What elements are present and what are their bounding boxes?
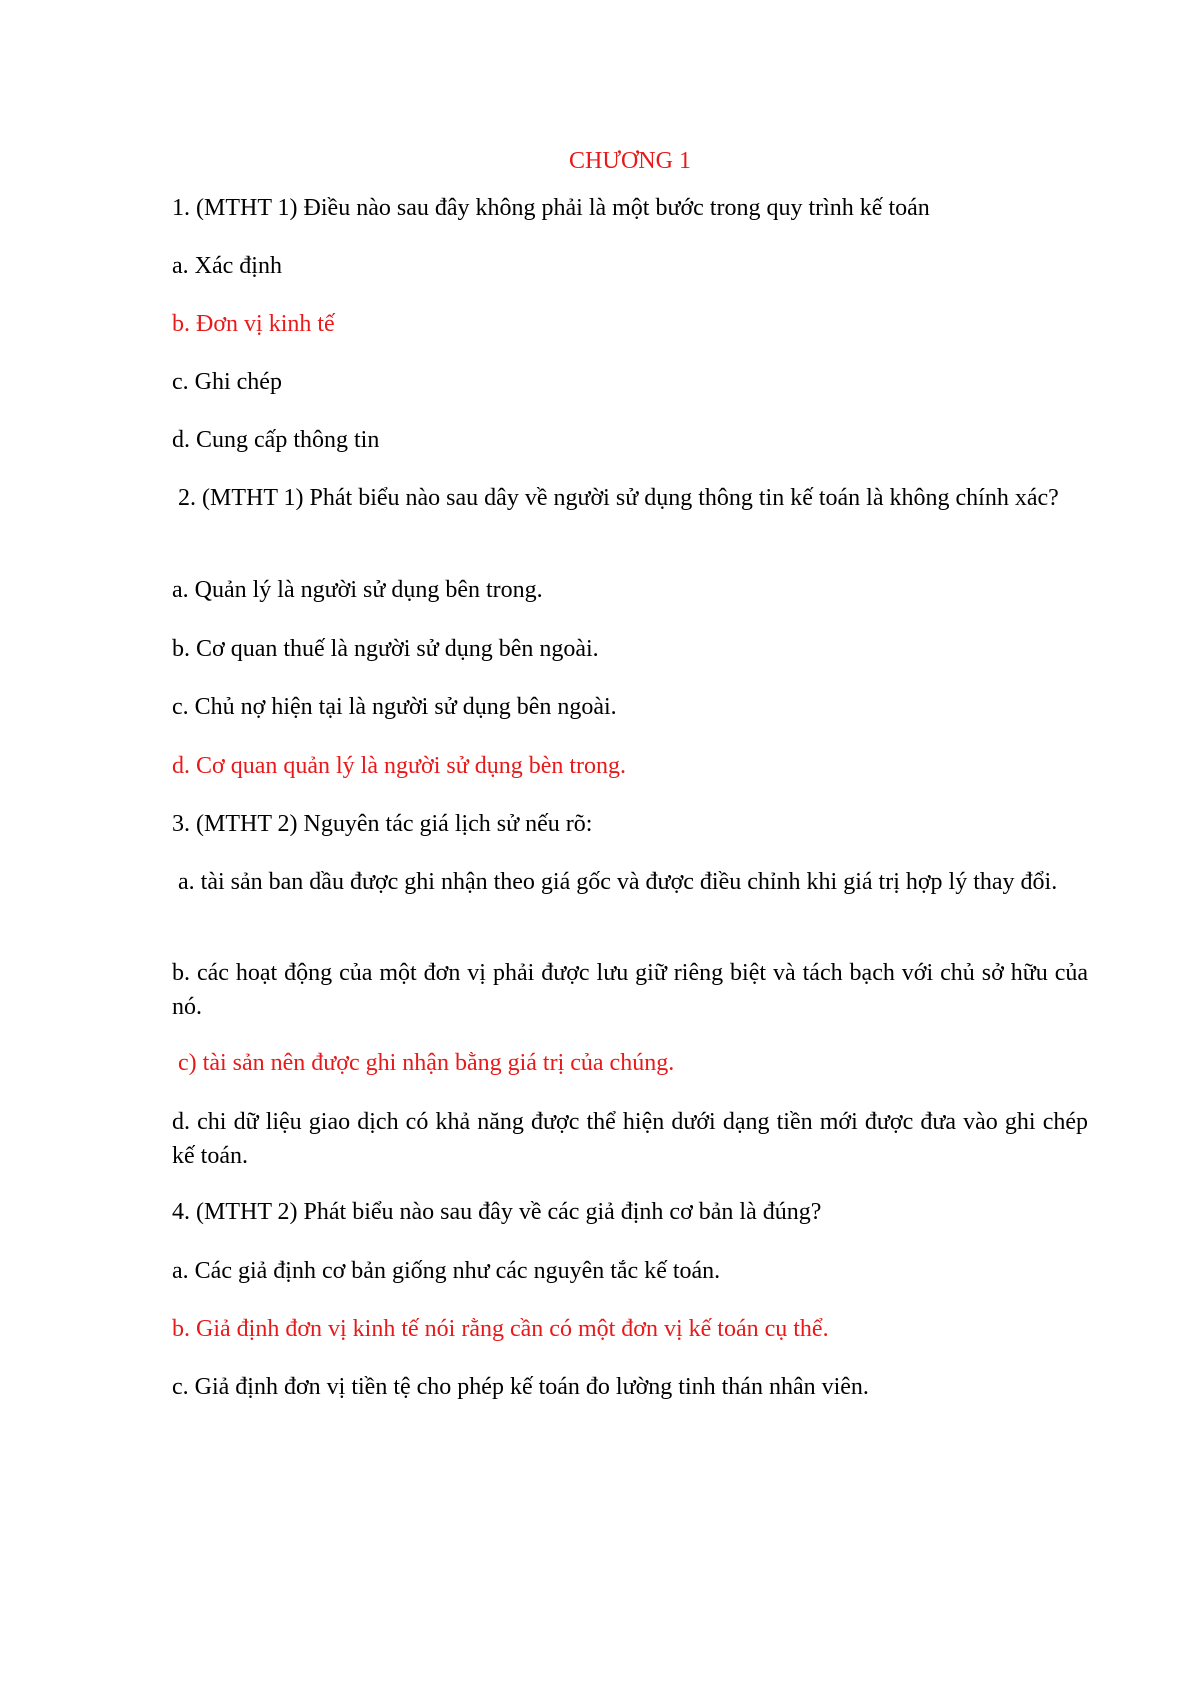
q4-option-a: a. Các giả định cơ bản giống như các nguyên tắc kế toán. — [172, 1258, 721, 1284]
q3-option-b: b. các hoạt động của một đơn vị phải được lưu giữ riêng biệt và tách bạch với chủ sở hữu của nó. — [172, 960, 1088, 1020]
q2-option-d-answer: d. Cơ quan quản lý là người sử dụng bèn trong. — [172, 753, 627, 779]
q1-option-c: c. Ghi chép — [172, 369, 282, 395]
q1-option-d: d. Cung cấp thông tin — [172, 427, 380, 453]
question-2: 2. (MTHT 1) Phát biểu nào sau dây về người sử dụng thông tin kế toán là không chính xác? — [172, 485, 1059, 511]
question-4: 4. (MTHT 2) Phát biểu nào sau đây về các giả định cơ bản là đúng? — [172, 1199, 822, 1225]
q1-option-a: a. Xác định — [172, 253, 282, 279]
q3-option-d: d. chi dữ liệu giao dịch có khả năng được thể hiện dưới dạng tiền mới được đưa vào ghi chép kế toán. — [172, 1109, 1088, 1169]
q3-option-c-answer: c) tài sản nên được ghi nhận bằng giá trị của chúng. — [172, 1050, 675, 1076]
q4-option-c: c. Giả định đơn vị tiền tệ cho phép kế toán đo lường tinh thán nhân viên. — [172, 1374, 869, 1400]
question-3: 3. (MTHT 2) Nguyên tác giá lịch sử nếu rõ: — [172, 811, 593, 837]
q2-option-a: a. Quản lý là người sử dụng bên trong. — [172, 577, 543, 603]
q3-option-a: a. tài sản ban dầu được ghi nhận theo giá gốc và được điều chỉnh khi giá trị hợp lý thay đổi. — [172, 869, 1058, 895]
question-1: 1. (MTHT 1) Điều nào sau đây không phải là một bước trong quy trình kế toán — [172, 195, 930, 221]
q4-option-b-answer: b. Giả định đơn vị kinh tế nói rằng cần có một đơn vị kế toán cụ thể. — [172, 1316, 829, 1342]
q1-option-b-answer: b. Đơn vị kinh tế — [172, 311, 335, 337]
q2-option-c: c. Chủ nợ hiện tại là người sử dụng bên ngoài. — [172, 694, 617, 720]
chapter-title: CHƯƠNG 1 — [569, 148, 691, 174]
q2-option-b: b. Cơ quan thuế là người sử dụng bên ngoài. — [172, 636, 599, 662]
